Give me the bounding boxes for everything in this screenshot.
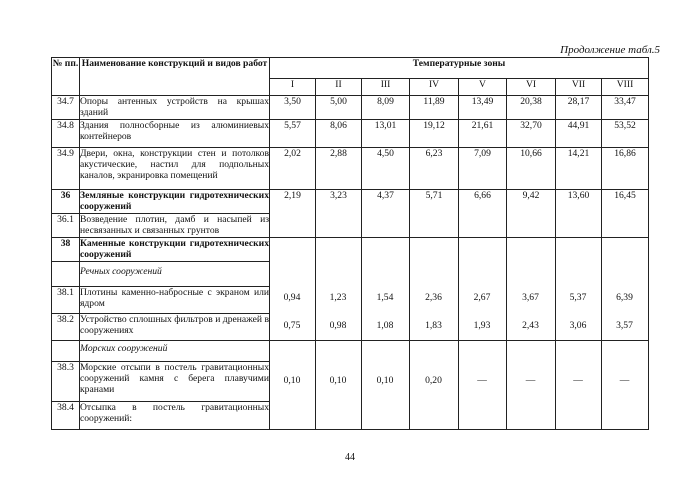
row-number: 34.8 [52, 120, 80, 148]
value-cell: 44,91 [556, 120, 602, 148]
row-number: 38.2 [52, 314, 80, 341]
value-cell: 16,45 [602, 190, 649, 238]
header-zone: VII [556, 79, 602, 96]
values-382 [269, 320, 649, 334]
value-cell: 6,39 [616, 292, 633, 303]
row-number: 34.9 [52, 148, 80, 190]
value-cell: 7,09 [459, 148, 507, 190]
value-cell: 16,86 [602, 148, 649, 190]
header-zone: V [459, 79, 507, 96]
value-cell: 28,17 [556, 96, 602, 120]
value-cell: 3,50 [270, 96, 316, 120]
value-cell: 33,47 [602, 96, 649, 120]
section-row [52, 190, 649, 214]
section-number: 36 [52, 190, 80, 214]
value-cell: 5,37 [569, 292, 587, 303]
value-cell: 1,54 [376, 292, 394, 303]
value-cell: 5,57 [270, 120, 316, 148]
row-name: Морские отсыпи в постель гравитационных сооружений камня с берега плавучими кранами [80, 361, 270, 401]
value-cell: 14,21 [556, 148, 602, 190]
value-cell: 6,23 [410, 148, 459, 190]
section-name: Земляные конструкции гидротехнических сооружений [80, 190, 269, 212]
value-cell: 13,01 [362, 120, 410, 148]
value-cell: — [573, 375, 583, 386]
header-num: № пп. [52, 58, 80, 96]
section-name: Каменные конструкции гидротехнических сооружений [80, 238, 269, 260]
row-name: Устройство сплошных фильтров и дренажей в сооружениях [80, 314, 270, 341]
value-cell: 3,67 [522, 292, 539, 303]
value-cell: — [477, 375, 487, 386]
row-number: 34.7 [52, 96, 80, 120]
value-cell: 2,43 [522, 320, 539, 331]
header-zone: III [362, 79, 410, 96]
values-381 [269, 292, 649, 306]
row-name: Двери, окна, конструкции стен и потолков акустические, настил для подпольных каналов, экранировка помещений [80, 148, 270, 190]
value-cell: 2,67 [473, 292, 491, 303]
value-cell: 0,98 [329, 320, 347, 331]
section-number: 38 [52, 238, 80, 262]
continuation-label: Продолжение табл.5 [560, 44, 660, 56]
subsection-label: Морских сооружений [80, 343, 168, 354]
subsection-label: Речных сооружений [80, 266, 162, 277]
value-cell: 3,06 [569, 320, 587, 331]
row-name: Отсыпка в постель гравитационных сооружений: [80, 401, 270, 429]
page-number: 44 [345, 452, 355, 463]
header-zone: I [270, 79, 316, 96]
value-cell: 11,89 [410, 96, 459, 120]
table-row [52, 96, 649, 120]
value-cell: 8,09 [362, 96, 410, 120]
value-cell: 5,00 [316, 96, 362, 120]
value-cell: 0,20 [425, 375, 442, 386]
row-number: 36.1 [52, 214, 80, 238]
value-cell: 4,50 [362, 148, 410, 190]
value-cell: — [619, 375, 630, 386]
value-cell: 2,19 [270, 190, 316, 238]
value-cell: 8,06 [316, 120, 362, 148]
value-cell: 0,10 [329, 375, 347, 386]
table-row [52, 120, 649, 148]
row-name: Возведение плотин, дамб и насыпей из несвязанных и связанных грунтов [80, 214, 269, 236]
value-cell: 13,60 [556, 190, 602, 238]
value-cell: 0,10 [283, 375, 301, 386]
value-cell: 3,23 [316, 190, 362, 238]
value-cell: 5,71 [410, 190, 459, 238]
value-cell: 1,08 [376, 320, 394, 331]
header-name: Наименование конструкций и видов работ [80, 58, 270, 96]
value-cell: 2,02 [270, 148, 316, 190]
header-zone: VI [507, 79, 556, 96]
value-cell: 53,52 [602, 120, 649, 148]
row-number: 38.1 [52, 287, 80, 314]
section-row [52, 238, 649, 262]
row-name: Плотины каменно-набросные с экраном или ядром [80, 287, 270, 314]
value-cell: 0,75 [283, 320, 301, 331]
row-number: 38.3 [52, 361, 80, 401]
row-name: Опоры антенных устройств на крышах зданий [80, 96, 269, 118]
value-cell: 0,94 [283, 292, 301, 303]
value-cell: 20,38 [507, 96, 556, 120]
value-cell: 2,36 [425, 292, 442, 303]
header-zone: IV [410, 79, 459, 96]
row-name: Здания полносборные из алюминиевых контейнеров [80, 120, 270, 148]
value-cell: 10,66 [507, 148, 556, 190]
value-cell: 1,93 [473, 320, 491, 331]
values-383 [269, 375, 649, 389]
table-row [52, 148, 649, 190]
header-zone: VIII [602, 79, 649, 96]
value-cell: 13,49 [459, 96, 507, 120]
value-cell: — [525, 375, 536, 386]
value-cell: 9,42 [507, 190, 556, 238]
header-zone: II [316, 79, 362, 96]
row-number: 38.4 [52, 401, 80, 429]
value-cell: 3,57 [616, 320, 633, 331]
value-cell: 2,88 [316, 148, 362, 190]
header-zones-title: Температурные зоны [270, 58, 649, 79]
value-cell: 0,10 [376, 375, 394, 386]
value-cell: 6,66 [459, 190, 507, 238]
value-cell: 19,12 [410, 120, 459, 148]
value-cell: 21,61 [459, 120, 507, 148]
value-cell: 1,83 [425, 320, 442, 331]
subsection-row [52, 339, 649, 361]
value-cell: 32,70 [507, 120, 556, 148]
value-cell: 4,37 [362, 190, 410, 238]
value-cell: 1,23 [329, 292, 347, 303]
